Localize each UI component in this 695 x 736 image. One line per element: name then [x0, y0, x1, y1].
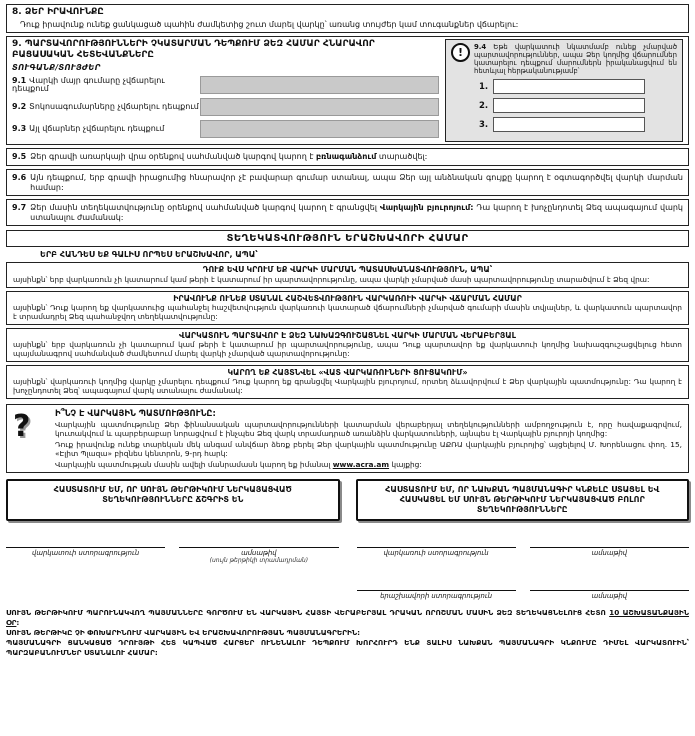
section-9-left-column — [12, 39, 439, 143]
section-8-text: Դուք իրավունք ունեք ցանկացած պահին ժամկետից շուտ մարել վարկը՝ առանց տույժեր կամ տուգանքներ վճարելու: — [20, 19, 519, 29]
item-9-7: 9.7 Ձեր մասին տեղեկատվությունը օրենքով սահմանված կարգով կարող է գրանցվել Վարկային բյուրոյում: Դա կարող է խոչընդոտել Ձեզ ապագայում վարկ ստանալու ժամանակ: — [6, 199, 689, 226]
item-9-4-number: 9.4 — [474, 42, 487, 51]
lender-signature-line[interactable] — [6, 535, 165, 548]
borrower-signature-line[interactable] — [357, 535, 516, 548]
credit-history-title: Ի՞ՆՉ Է ՎԱՐԿԱՅԻՆ ՊԱՏՄՈՒԹՅՈՒՆԸ: — [55, 407, 216, 418]
guarantor-section-heading: ՏԵՂԵԿԱՏՎՈՒԹՅՈՒՆ ԵՐԱՇԽԱՎՈՐԻ ՀԱՄԱՐ — [6, 230, 689, 247]
footer-contact-lender-line: ՊԱՅՄԱՆԱԳՐԻ ՑԱՆԿԱՑԱԾ ԴՐՈՒՅԹԻ ՀԵՏ ԿԱՊՎԱԾ ՀԱՐՑԵՐ ՈՒՆԵՆԱԼՈՒ ԴԵՊՔՈՒՄ ԽՈՐՀՈՒՐԴ ԵՆՔ ՏԱԼԻՍ ՆԱԽՔԱՆ ՊԱՅՄԱՆԱԳՐԻ ԿՆՔՈՒՄԸ ԴԻՄԵԼ ՎԱՐԿԱՏՈՒԻՆ՝ ՊԱՐԶԱԲԱՆՈՒՄՆԵՐ ՍՏԱՆԱԼՈՒ ՀԱՄԱՐ: — [6, 638, 689, 657]
ten-working-days-term: 10 ԱՇԽԱՏԱՆՔԱՅԻՆ ՕՐ — [6, 608, 689, 627]
footer-legal-text — [6, 608, 689, 657]
section-9 — [6, 36, 689, 146]
credit-history-website-line: Վարկային պատմության մասին ավելի մանրամասն կարող եք իմանալ www.acra.am կայքից: — [55, 459, 422, 469]
section-9-title: 9. ՊԱՐՏԱՎՈՐՈՒԹՅՈՒՆՆԵՐԻ ՉԿԱՏԱՐՄԱՆ ԴԵՊՔՈՒՄ ՁԵԶ ՀԱՄԱՐ ՀՆԱՐԱՎՈՐ ԲԱՑԱՍԱԿԱՆ ՀԵՏԵՎԱՆՔՆԵՐԸ — [12, 38, 375, 60]
borrower-signature-cell: վարկառուի ստորագրություն — [357, 535, 516, 564]
acra-website-link[interactable]: www.acra.am — [332, 459, 390, 469]
confirmation-received-understood: ՀԱՍՏԱՏՈՒՄ ԵՄ, ՈՐ ՆԱԽՔԱՆ ՊԱՅՄԱՆԱԳԻՐ ԿՆՔԵԼԸ ՍՏԱՑԵԼ ԵՎ ՀԱՍԿԱՑԵԼ ԵՄ ՍՈՒՅՆ ԹԵՐԹԻԿՈՒՄ ՆԵՐԿԱՅԱՑՎԱԾ ԲՈԼՈՐ ՏԵՂԵԿՈՒԹՅՈՒՆՆԵՐԸ — [356, 479, 690, 521]
order-input-1[interactable] — [493, 79, 645, 94]
guarantor-box-bad-borrowers-list: ԿԱՐՈՂ ԵՔ ՀԱՅՏՆՎԵԼ «ՎԱՏ ՎԱՐԿԱՌՈՒՆԵՐԻ ՑՈՒՑԱԿՈՒՄ» այսինքն՝ վարկառուի կողմից վարկը չմարելու դեպքում Դուք կարող եք գրանցվել Վարկային բյուրոյում, որտեղ ձևավորվում է Ձեր վարկային պատմությունը: Դա կարող է խոչընդոտել Ձեզ՝ ապագայում վարկ ստանալու ժամանակ: — [6, 365, 689, 399]
fines-penalties-label: ՏՈՒԳԱՆՔ/ՏՈՒՅԺԵՐ — [12, 63, 101, 73]
item-9-6-text: Այն դեպքում, երբ գրավի իրացումից հնարավոր չէ բավարար գումար ստանալ, ապա Ձեր այլ անձնական գույքը կարող է օգտագործվել վարկի մարման համար: — [30, 172, 683, 192]
guarantor-box-lender-warning: ՎԱՐԿԱՏՈՒՆ ՊԱՐՏԱՎՈՐ Է ՁԵԶ ՆԱԽԱԶԳՈՒՇԱՑՆԵԼ ՎԱՐԿԻ ՄԱՐՄԱՆ ՎԵՐԱԲԵՐՅԱԼ այսինքն՝ երբ վարկառուն չի կատարում կամ թերի է կատարում իր պարտավորությունը, ապա Դուք պարտավոր եք վարկատուի կողմից նախազգուշացվելուց հետո պայմանագրով սահմանված ժամկետում մարել վարկի չմարված պարտավորությունը: — [6, 328, 689, 362]
guarantor-date-cell: ամսաթիվ — [530, 578, 689, 600]
warning-icon: ! — [451, 43, 470, 62]
other-fine-field[interactable] — [200, 120, 439, 138]
guarantor-date-line[interactable] — [530, 578, 689, 591]
order-input-2[interactable] — [493, 98, 645, 113]
item-9-2-label: Տոկոսագումարները չվճարելու դեպքում — [29, 101, 199, 111]
guarantor-box-statement-right: ԻՐԱՎՈՒՆՔ ՈՒՆԵՔ ՍՏԱՆԱԼ ՀԱՇՎԵՏՎՈՒԹՅՈՒՆ ՎԱՐԿԱՌՈՒԻ ՎԱՐԿԻ ՎՃԱՐՄԱՆ ՀԱՄԱՐ այսինքն՝ Դուք կարող եք վարկատուից պահանջել հաշվետվություն վարկառուի կատարած վճարումների չմարված գումարի մասին տվյալներ, և վարկատուն պարտավոր է տրամադրել Ձեզ պահանջվող տեղեկատվությունը: — [6, 291, 689, 325]
principal-fine-field[interactable] — [200, 76, 439, 94]
foreclosure-term: բռնագանձում — [316, 152, 377, 162]
borrower-date-line[interactable] — [530, 535, 689, 548]
fine-row-other — [12, 120, 439, 138]
confirmation-accuracy: ՀԱՍՏԱՏՈՒՄ ԵՄ, ՈՐ ՍՈՒՅՆ ԹԵՐԹԻԿՈՒՄ ՆԵՐԿԱՅԱՑՎԱԾ ՏԵՂԵԿՈՒԹՅՈՒՆՆԵՐԸ ՃՇԳՐԻՏ ԵՆ — [6, 479, 340, 521]
order-input-3[interactable] — [493, 117, 645, 132]
item-9-4-text: Եթե վարկատուի նկատմամբ ունեք չմարված պարտավորություններ, ապա Ձեր կողմից վճարումներ կատարելու դեպքում մարումներն իրականացվում են հետևյալ հերթականությամբ՝ — [474, 42, 677, 76]
fine-row-interest — [12, 98, 439, 116]
item-9-3-number: 9.3 — [12, 123, 27, 133]
item-9-5: 9.5 Ձեր գրավի առարկայի վրա օրենքով սահմանված կարգով կարող է բռնագանձում տարածվել: — [6, 148, 689, 166]
item-9-1-number: 9.1 — [12, 75, 27, 85]
guarantor-box-responsibility: ԴՈՒՔ ԵՎՍ ԿՐՈՒՄ ԵՔ ՎԱՐԿԻ ՄԱՐՄԱՆ ՊԱՏԱՍԽԱՆԱՏՎՈՒԹՅՈՒՆ, ԱՊԱ՝ այսինքն՝ երբ վարկառուն չի կատարում կամ թերի է կատարում իր պարտավորությունը, ապա վարկի չմարված մասի պարտավորությունը տարածվում է Ձեզ վրա: — [6, 262, 689, 287]
section-8 — [6, 4, 689, 33]
lender-date-line[interactable] — [179, 535, 338, 548]
repayment-order-box — [445, 39, 683, 143]
item-9-3-label: Այլ վճարներ չվճարելու դեպքում — [29, 123, 165, 133]
order-field-1: 1. — [479, 79, 677, 94]
section-9-right-column — [445, 39, 683, 143]
credit-bureau-term: Վարկային բյուրոյում: — [379, 203, 474, 213]
order-field-3: 3. — [479, 117, 677, 132]
signature-area — [6, 535, 689, 600]
credit-history-acra-info: Դուք իրավունք ունեք տարեկան մեկ անգամ անվճար ձեռք բերել Ձեր վարկային պատմությունը ԱՔՌԱ վարկային բյուրոյից՝ այցելելով Մ. Խորենացու փող. 15, «Էլիտ Պլազա» բիզնես կենտրոն, 9-րդ հարկ: — [55, 439, 682, 458]
item-9-2-number: 9.2 — [12, 101, 27, 111]
lender-date-cell: ամսաթիվ (սույն թերթիկի տրամադրման) — [179, 535, 338, 564]
borrower-date-cell: ամսաթիվ — [530, 535, 689, 564]
footer-not-a-contract-line: ՍՈՒՅՆ ԹԵՐԹԻԿԸ ՉԻ ՓՈԽԱՐԻՆՈՒՄ ՎԱՐԿԱՅԻՆ ԵՎ ԵՐԱՇԽԱՎՈՐՈՒԹՅԱՆ ՊԱՅՄԱՆԱԳՐԵՐԻՆ: — [6, 627, 361, 637]
guarantor-signature-line[interactable] — [357, 578, 516, 591]
credit-history-section — [6, 404, 689, 473]
credit-history-definition: Վարկային պատմությունը Ձեր ֆինանսական պարտավորությունների կատարման վերաբերյալ տեղեկությունների ամբողջություն է, որը հավաքագրվում, կուտակվում և պարբերաբար նորացվում է ինչպես Ձեզ վարկ տրամադրած առանձին վարկատուների, այնպես էլ Վարկային բյուրոյի կողմից: — [55, 419, 682, 438]
fine-row-principal — [12, 76, 439, 94]
item-9-6: 9.6 Այն դեպքում, երբ գրավի իրացումից հնարավոր չէ բավարար գումար ստանալ, ապա Ձեր այլ անձնական գույքը կարող է օգտագործվել վարկի մարման համար: — [6, 169, 689, 196]
confirmation-statements — [6, 479, 689, 521]
section-8-title: 8. ՁԵՐ ԻՐԱՎՈՒՆՔԸ — [12, 7, 104, 17]
guarantor-intro: ԵՐԲ ՀԱՆԴԵՍ ԵՔ ԳԱԼԻՍ ՈՐՊԵՍ ԵՐԱՇԽԱՎՈՐ, ԱՊԱ՝ — [40, 250, 258, 260]
order-field-2: 2. — [479, 98, 677, 113]
question-mark-icon: ? — [13, 408, 31, 444]
interest-fine-field[interactable] — [200, 98, 439, 116]
lender-signature-cell: վարկատուի ստորագրություն — [6, 535, 165, 564]
footer-validity-line: ՍՈՒՅՆ ԹԵՐԹԻԿՈՒՄ ՊԱՐՈՒՆԱԿՎՈՂ ՊԱՅՄԱՆՆԵՐԸ ԳՈՐԾՈՒՄ ԵՆ ՎԱՐԿԱՅԻՆ ՀԱՅՏԻ ՎԵՐԱԲԵՐՅԱԼ ԴՐԱԿԱՆ ՈՐՈՇՄԱՆ ՄԱՍԻՆ ՁԵԶ ՏԵՂԵԿԱՑՆԵԼՈՒՑ ՀԵՏՈ 10 ԱՇԽԱՏԱՆՔԱՅԻՆ ՕՐ: — [6, 608, 689, 627]
item-9-1-label: Վարկի մայր գումարը չվճարելու դեպքում — [12, 75, 165, 94]
guarantor-signature-cell: երաշխավորի ստորագրություն — [357, 578, 516, 600]
